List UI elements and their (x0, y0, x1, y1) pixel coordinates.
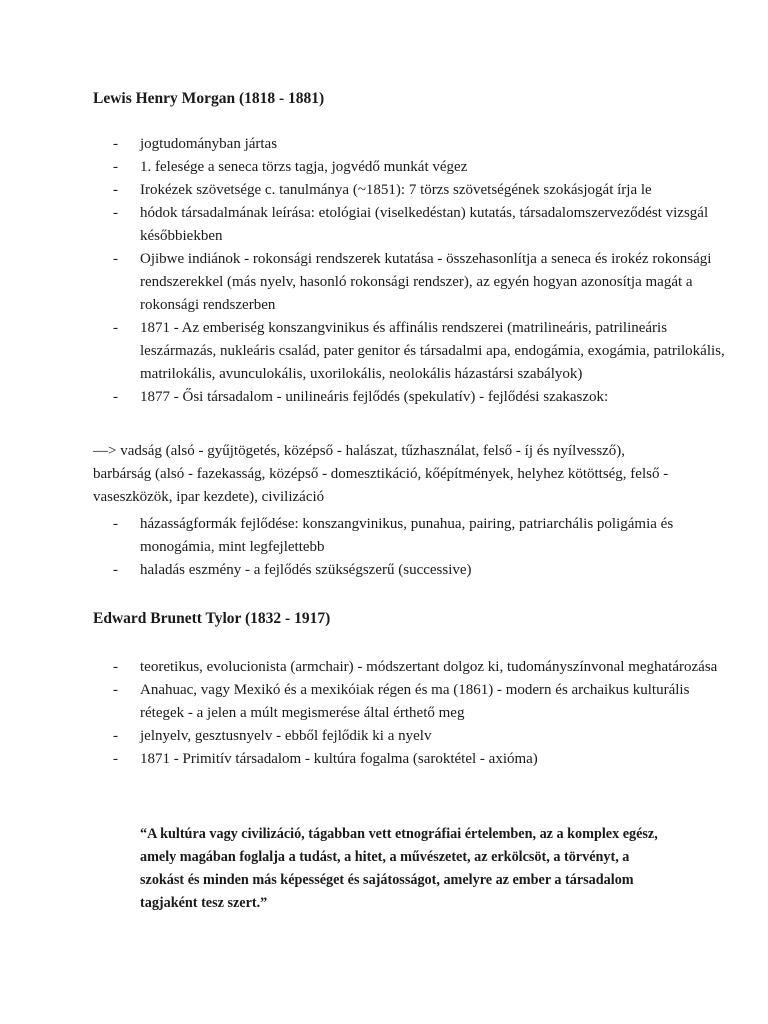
list-item (0, 513, 768, 559)
bullet-dash: - (113, 516, 118, 532)
list-item (0, 179, 768, 202)
list-item-text: 1871 - Az emberiség konszangvinikus és affinális rendszerei (matrilineáris, patrilineáris leszármazás, nukleáris család, pater genitor és társadalmi apa, endogámia, exogámia, patrilokális, matrilokális, avunculokális, uxorilokális, neolokális házastársi szabályok) (140, 320, 725, 382)
tylor-bullet-list (0, 656, 768, 771)
section-heading-morgan: Lewis Henry Morgan (1818 - 1881) (93, 90, 325, 107)
bullet-dash: - (113, 728, 118, 744)
bullet-dash: - (113, 320, 118, 336)
list-item-text: haladás eszmény - a fejlődés szükségszerű (successive) (140, 562, 472, 578)
morgan-bullet-list-continued (0, 513, 768, 582)
section-heading-tylor: Edward Brunett Tylor (1832 - 1917) (93, 610, 331, 627)
list-item (0, 248, 768, 317)
list-item-text: Irokézek szövetsége c. tanulmánya (~1851): 7 törzs szövetségének szokásjogát írja le (140, 182, 652, 198)
list-item (0, 386, 768, 409)
list-item (0, 679, 768, 725)
list-item (0, 156, 768, 179)
list-item-text: teoretikus, evolucionista (armchair) - módszertant dolgoz ki, tudományszínvonal meghatározása (140, 659, 718, 675)
list-item (0, 317, 768, 386)
bullet-dash: - (113, 182, 118, 198)
culture-definition-quote: “A kultúra vagy civilizáció, tágabban vett etnográfiai értelemben, az a komplex egész, amely magában foglalja a tudást, a hitet, a művészetet, az erkölcsöt, a törvényt, a szokást és minden más képességet és sajátosságot, amelyre az ember a társadalom tagjaként tesz szert.” (140, 826, 658, 911)
list-item (0, 202, 768, 248)
stages-continuation-paragraph: —> vadság (alsó - gyűjtögetés, középső - halászat, tűzhasználat, felső - íj és nyílvessző), barbárság (alsó - fazekasság, középső - domesztikáció, kőépítmények, helyhez kötöttség, felső - vaseszközök, ipar kezdete), civilizáció (93, 443, 669, 505)
morgan-bullet-list (0, 133, 768, 409)
list-item (0, 725, 768, 748)
list-item (0, 133, 768, 156)
bullet-dash: - (113, 682, 118, 698)
list-item-text: hódok társadalmának leírása: etológiai (viselkedéstan) kutatás, társadalomszerveződést vizsgál későbbiekben (140, 205, 709, 244)
bullet-dash: - (113, 205, 118, 221)
bullet-dash: - (113, 136, 118, 152)
list-item-text: 1877 - Ősi társadalom - unilineáris fejlődés (spekulatív) - fejlődési szakaszok: (140, 389, 609, 405)
bullet-dash: - (113, 251, 118, 267)
bullet-dash: - (113, 389, 118, 405)
bullet-dash: - (113, 562, 118, 578)
bullet-dash: - (113, 159, 118, 175)
list-item-text: Anahuac, vagy Mexikó és a mexikóiak régen és ma (1861) - modern és archaikus kulturális rétegek - a jelen a múlt megismerése által érthető meg (140, 682, 690, 721)
bullet-dash: - (113, 751, 118, 767)
list-item-text: 1871 - Primitív társadalom - kultúra fogalma (saroktétel - axióma) (140, 751, 538, 767)
list-item (0, 748, 768, 771)
list-item-text: jelnyelv, gesztusnyelv - ebből fejlődik ki a nyelv (140, 728, 432, 744)
list-item-text: 1. felesége a seneca törzs tagja, jogvédő munkát végez (140, 159, 468, 175)
list-item-text: házasságformák fejlődése: konszangvinikus, punahua, pairing, patriarchális poligámia és monogámia, mint legfejlettebb (140, 516, 674, 555)
list-item-text: Ojibwe indiánok - rokonsági rendszerek kutatása - összehasonlítja a seneca és irokéz rokonsági rendszerekkel (más nyelv, hasonló rokonsági rendszer), az egyén hogyan azonosítja magát a rokonsági rendszerben (140, 251, 712, 313)
list-item (0, 656, 768, 679)
list-item-text: jogtudományban jártas (140, 136, 278, 152)
bullet-dash: - (113, 659, 118, 675)
list-item (0, 559, 768, 582)
